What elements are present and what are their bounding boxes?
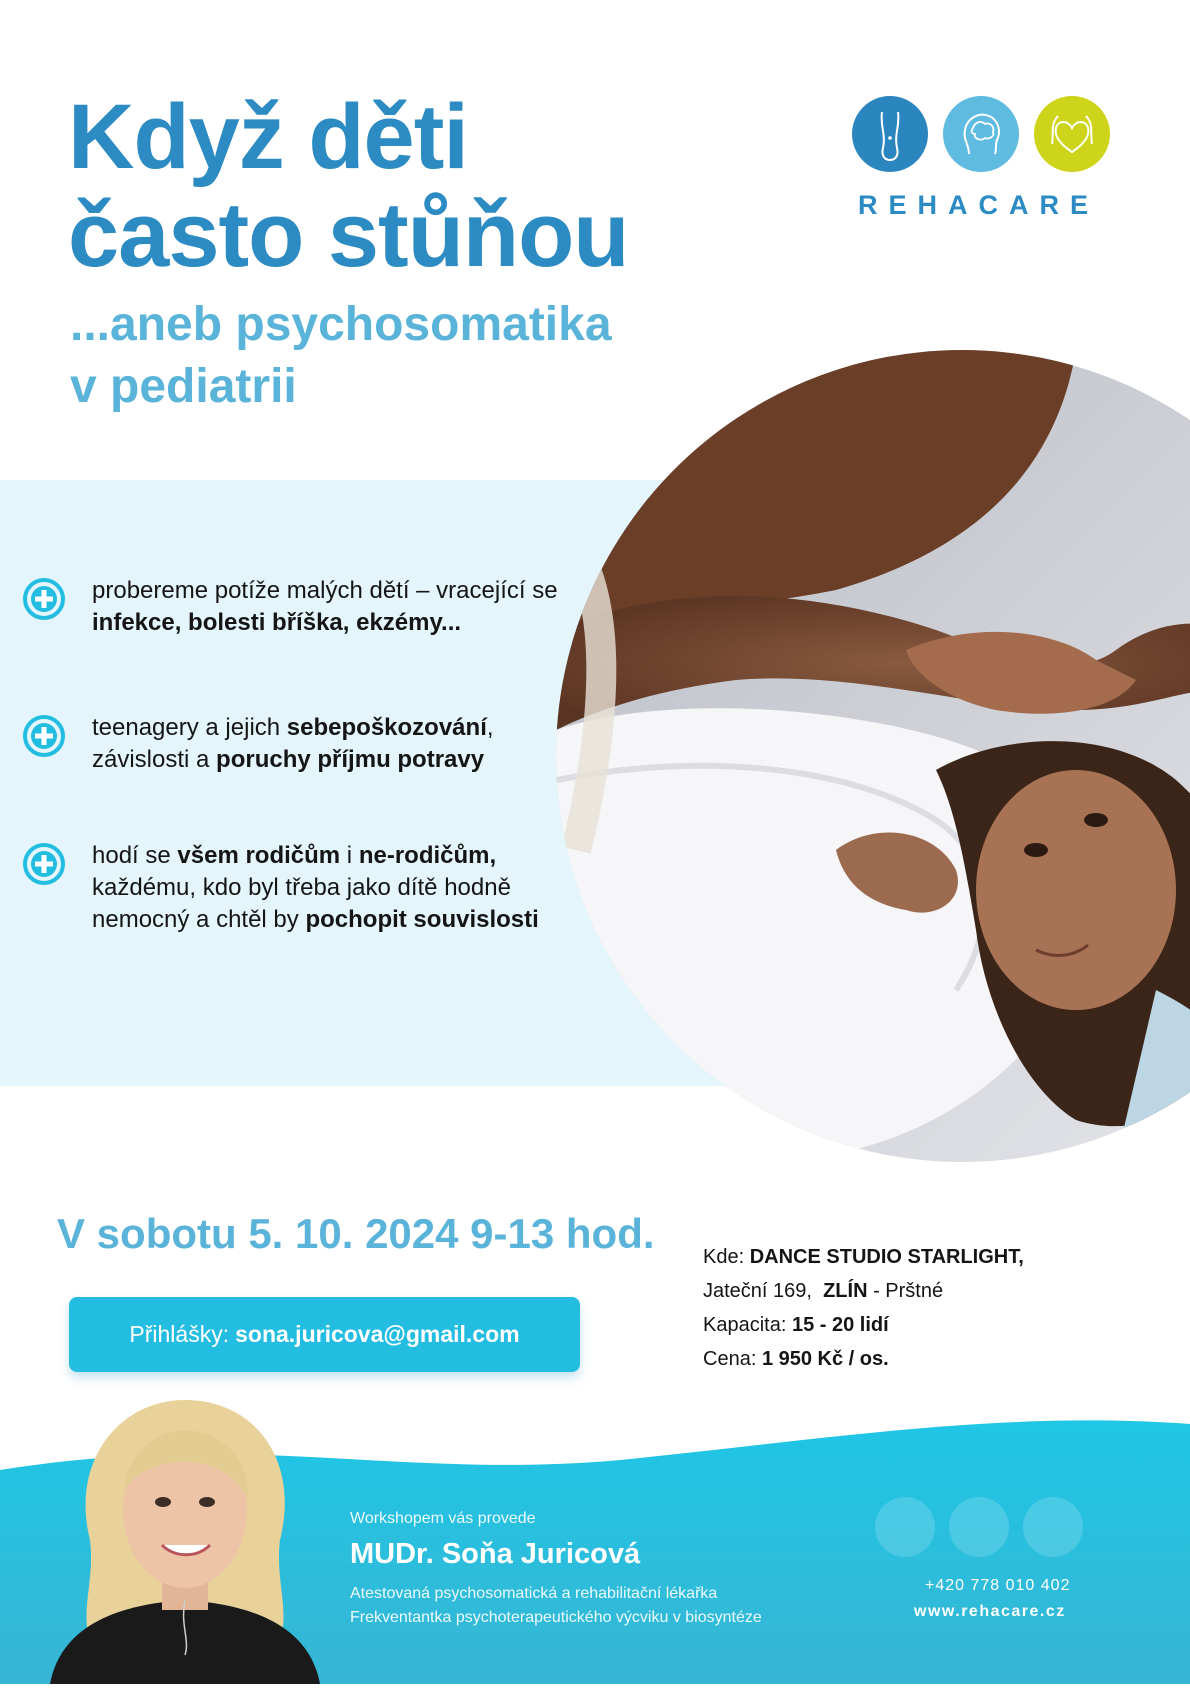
- plus-circle-icon: [22, 842, 66, 886]
- heart-hands-icon: [1034, 96, 1110, 172]
- signup-email-button[interactable]: [69, 1297, 580, 1372]
- event-date: V sobotu 5. 10. 2024 9-13 hod.: [57, 1210, 655, 1257]
- event-info: [703, 1240, 1024, 1376]
- subtitle-line-2: v pediatrii: [70, 360, 297, 413]
- footer-lead: Workshopem vás provede: [350, 1510, 536, 1527]
- website-link[interactable]: www.rehacare.cz: [914, 1603, 1066, 1620]
- bullet-text: hodí se všem rodičům i ne-rodičům, každému, kdo byl třeba jako dítě hodně nemocný a chtěl by pochopit souvislosti: [92, 842, 539, 933]
- event-price: Cena: 1 950 Kč / os.: [703, 1348, 889, 1370]
- doctor-portrait: [50, 1400, 320, 1684]
- head-icon: [949, 1497, 1009, 1557]
- plus-circle-icon: [22, 714, 66, 758]
- body-icon: [852, 96, 928, 172]
- page-title: [68, 88, 708, 284]
- title-line-2: často stůňou: [68, 184, 629, 286]
- credential-line-1: Atestovaná psychosomatická a rehabilitační lékařka: [350, 1585, 718, 1602]
- signup-email[interactable]: sona.juricova@gmail.com: [235, 1321, 520, 1347]
- rehacare-logo: [852, 96, 1116, 226]
- logo-brand-text: REHACARE: [858, 190, 1100, 220]
- bullet-text: probereme potíže malých dětí – vracející se infekce, bolesti bříška, ekzémy...: [92, 577, 558, 636]
- logo-icons: [852, 96, 1116, 172]
- doctor-credentials: [350, 1582, 762, 1630]
- page-subtitle: [70, 294, 710, 418]
- event-capacity: Kapacita: 15 - 20 lidí: [703, 1314, 889, 1336]
- footer-logo-icons: [875, 1497, 1083, 1557]
- doctor-name: MUDr. Soňa Juricová: [350, 1538, 641, 1570]
- event-address: Jateční 169, ZLÍN - Prštné: [703, 1280, 944, 1302]
- heart-hands-icon: [1023, 1497, 1083, 1557]
- plus-circle-icon: [22, 577, 66, 621]
- body-icon: [875, 1497, 935, 1557]
- subtitle-line-1: ...aneb psychosomatika: [70, 298, 612, 351]
- phone-number[interactable]: +420 778 010 402: [925, 1577, 1071, 1594]
- bullet-text: teenagery a jejich sebepoškozování, závislosti a poruchy příjmu potravy: [92, 714, 494, 773]
- signup-label: Přihlášky:: [129, 1321, 230, 1347]
- head-icon: [943, 96, 1019, 172]
- event-location: Kde: DANCE STUDIO STARLIGHT,: [703, 1246, 1024, 1268]
- title-line-1: Když děti: [68, 86, 468, 188]
- credential-line-2: Frekventantka psychoterapeutického výcviku v biosyntéze: [350, 1609, 762, 1626]
